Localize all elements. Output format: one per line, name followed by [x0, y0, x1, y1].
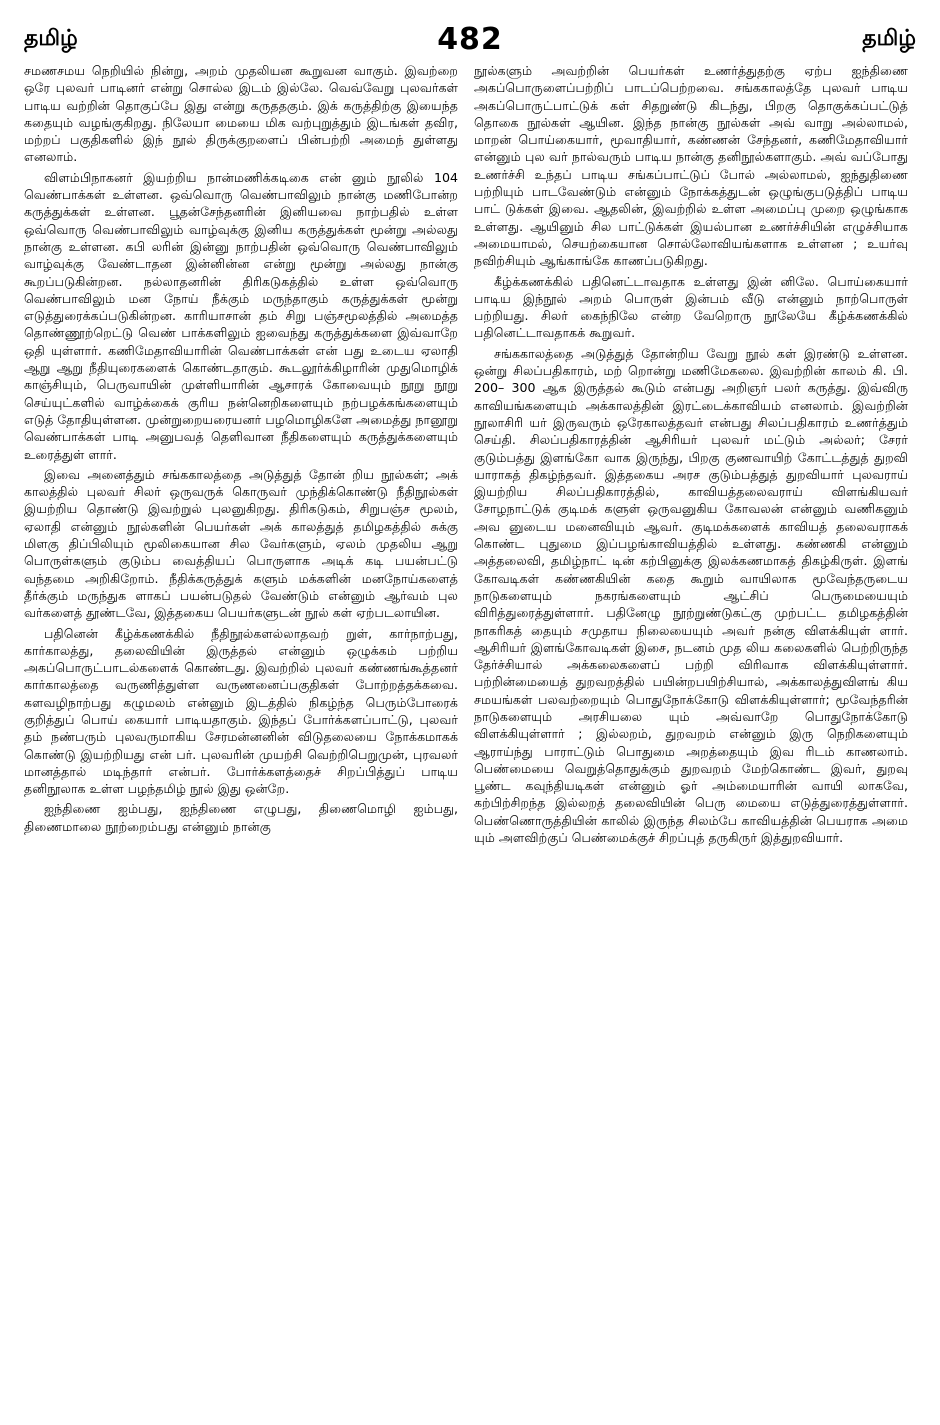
- running-head-right: தமிழ்: [862, 26, 916, 51]
- paragraph: நூல்களும் அவற்றின் பெயர்கள் உணர்த்துதற்கு ஏற்ப ஐந்திணை அகப்பொருளைப்பற்றிப் பாடப்பெற்றவை. சங்ககாலத்தே புலவர் பாடிய அகப்பொருட்பாட்டுக் கள் சிதறுண்டு கிடந்து, பிறகு தொகுக்கப்பட்டுத் தொகை நூல்கள் ஆயின. இந்த நான்கு நூல்கள் அவ் வாறு அல்லாமல், மாறன் பொய்கையார், மூவாதியார், கண்ணன் சேந்தனர், கணிமேதாவியார் என்னும் புல வர் நால்வரும் பாடிய நான்கு தனிநூல்களாகும். அவ் வப்போது உணர்ச்சி உந்தப் பாடிய சங்கப்பாட்டுப் போல் அல்லாமல், ஐந்துதிணை பற்றியும் பாடவேண்டும் என்னும் நோக்கத்துடன் ஒழுங்குபடுத்திப் பாடிய பாட் டுக்கள் இவை. ஆதலின், இவற்றில் உள்ள அமைப்பு முறை ஒழுங்காக உள்ளது. ஆயினும் சில பாட்டுக்கள் இயல்பான உணர்ச்சியின் எழுச்சியாக அமையாமல், செயற்கையான சொல்லோவியங்களாக உள்ளன ; உயர்வு நவிற்சியும் ஆங்காங்கே காணப்படுகிறது.: [474, 63, 908, 269]
- paragraph: ஐந்திணை ஐம்பது, ஐந்திணை எழுபது, திணைமொழி ஐம்பது, திணைமாலை நூற்றைம்பது என்னும் நான்கு: [24, 801, 458, 834]
- paragraph: சங்ககாலத்தை அடுத்துத் தோன்றிய வேறு நூல் கள் இரண்டு உள்ளன. ஒன்று சிலப்பதிகாரம், மற் றொன்று மணிமேகலை. இவற்றின் காலம் கி. பி. 200– 300 ஆக இருத்தல் கூடும் என்பது அறிஞர் பலர் கருத்து. இவ்விரு காவியங்களையும் அக்காலத்தின் இரட்டைக்காவியம் எனலாம். இவற்றின் நூலாசிரி யர் இருவரும் ஒரேகாலத்தவர் என்பது சிலப்பதிகாரம் உணர்த்தும் செய்தி. சிலப்பதிகாரத்தின் ஆசிரியர் புலவர் மட்டும் அல்லர்; சேரர் குடும்பத்து இளங்கோ வாக இருந்து, பிறகு குணவாயிற் கோட்டத்துத் துறவி யாராகத் திகழ்ந்தவர். இத்தகைய அரச குடும்பத்துத் துறவியார் புலவராய் இயற்றிய சிலப்பதிகாரத்தில், காவியத்தலைவராய் விளங்கியவர் சோழநாட்டுக் குடிமக் களுள் ஒருவனுகிய கோவலன் என்னும் வணிகனும் அவ னுடைய மனைவியும் ஆவர். குடிமக்களைக் காவியத் தலைவராகக் கொண்ட புதுமை இப்பழங்காவியத்தில் உள்ளது. கண்ணகி என்னும் அத்தலைவி, தமிழ்நாட் டின் கற்பினுக்கு இலக்கணமாகத் திகழ்கிருள். இளங் கோவடிகள் கண்ணகியின் கதை கூறும் வாயிலாக மூவேந்தருடைய நாடுகளையும் நகரங்களையும் ஆட்சிப் பெருமையையும் விரித்துரைத்துள்ளார். பதினேழு நூற்றுண்டுகட்கு முற்பட்ட தமிழகத்தின் நாகரிகத் தையும் சமுதாய நிலையையும் அவர் நன்கு விளக்கியுள் ளார். ஆசிரியர் இளங்கோவடிகள் இசை, நடனம் முத லிய கலைகளில் பெற்றிருந்த தேர்ச்சியால் அக்கலைகளைப் பற்றி விரிவாக விளக்கியுள்ளார். பற்றின்மையைத் துறவறத்தில் பயின்றபயிற்சியால், அக்காலத்துவிளங் கிய சமயங்கள் பலவற்றையும் பொதுநோக்கோடு விளக்கியுள்ளார்; மூவேந்தரின் நாடுகளையும் அரசியலை யும் அவ்வாறே பொதுநோக்கோடு விளக்கியுள்ளார் ; இல்லறம், துறவறம் என்னும் இரு நெறிகளையும் ஆராய்ந்து பாராட்டும் பொதுமை அறத்தையும் இவ ரிடம் காணலாம். பெண்மையை வெறுத்தொதுக்கும் துறவறம் மேற்கொண்ட இவர், துறவு பூண்ட கவுந்தியடிகள் என்னும் ஓர் அம்மையாரின் வாயி லாகவே, கற்பிற்சிறந்த இல்லறத் தலைவியின் பெரு மையை எடுத்துரைத்துள்ளார். பெண்ணொருத்தியின் காலில் இருந்த சிலம்பே காவியத்தின் பெயராக அமை யும் அளவிற்குப் பெண்மைக்குச் சிறப்புத் தருகிருர் இத்துறவியார்.: [474, 345, 908, 846]
- paragraph: இவை அனைத்தும் சங்ககாலத்தை அடுத்துத் தோன் றிய நூல்கள்; அக் காலத்தில் புலவர் சிலர் ஒருவருக் கொருவர் முந்திக்கொண்டு நீதிநூல்கள் இயற்றிய தொண்டு இவற்றுல் புலனுகிறது. திரிகடுகம், சிறுபஞ்ச மூலம், ஏலாதி என்னும் நூல்களின் பெயர்கள் அக் காலத்துத் தமிழகத்தில் சுக்கு மிளகு திப்பிலியும் மூலிகையான சில வேர்களும், ஏலம் முதலிய ஆறு பொருள்களும் குடும்ப வைத்தியப் பொருளாக அடிக் கடி பயன்பட்டு வந்தமை அறிகிறோம். நீதிக்கருத்துக் களும் மக்களின் மனநோய்களைத் தீர்க்கும் மருந்துக ளாகப் பயன்படுதல் வேண்டும் என்னும் ஆர்வம் புல வர்களைத் தூண்டவே, இத்தகைய பெயர்களுடன் நூல் கள் ஏற்படலாயின.: [24, 466, 458, 621]
- page-number: 482: [437, 22, 503, 57]
- paragraph: கீழ்க்கணக்கில் பதினெட்டாவதாக உள்ளது இன் னிலே. பொய்கையார் பாடிய இந்நூல் அறம் பொருள் இன்பம் வீடு என்னும் நாற்பொருள் பற்றியது. சிலர் கைந்நிலே என்ற வேறொரு நூலேயே கீழ்க்கணக்கில் பதினெட்டாவதாகக் கூறுவர்.: [474, 273, 908, 341]
- paragraph: சமணசமய நெறியில் நின்று, அறம் முதலியன கூறுவன வாகும். இவற்றை ஒரே புலவர் பாடினர் என்று சொல்ல இடம் இல்லே. வெவ்வேறு புலவர்கள் பாடிய வற்றின் தொகுப்பே இது என்று கருததகும். இக் கருத்திற்கு இயைந்த கதையும் வழங்குகிறது. நிலேயா மையை மிக வற்புறுத்தும் இடங்கள் தவிர, மற்றப் பகுதிகளில் இந் நூல் திருக்குறளைப் பின்பற்றி அமைந் துள்ளது எனலாம்.: [24, 63, 458, 165]
- left-column: [24, 62, 458, 1407]
- page-header: [24, 22, 916, 62]
- right-column: [474, 62, 908, 1407]
- paragraph: பதினென் கீழ்க்கணக்கில் நீதிநூல்களல்லாதவற் றுள், கார்நாற்பது, கார்காலத்து, தலைவியின் இருத்தல் என்னும் ஒழுக்கம் பற்றிய அகப்பொருட்பாடல்களைக் கொண்டது. இவற்றில் புலவர் கண்ணங்கூத்தனர் கார்காலத்தை வருணித்துள்ள வருணனைப்பகுதிகள் போற்றத்தக்கவை. களவழிநாற்பது கழுமலம் என்னும் இடத்தில் நிகழ்ந்த பெரும்போரைக் குறித்துப் பொய் கையார் பாடியதாகும். இந்தப் போர்க்களப்பாட்டு, புலவர் தம் நண்பரும் புலவருமாகிய சேரமன்னனின் விடுதலையை நோக்கமாகக் கொண்டு இயற்றியது என் பர். புலவரின் முயற்சி வெற்றிபெறுமுன், புரவலர் மானத்தால் மடிந்தார் என்பர். போர்க்களத்தைச் சிறப்பித்துப் பாடிய தனிநூலாக உள்ள பழந்தமிழ் நூல் இது ஒன்றே.: [24, 625, 458, 797]
- running-head-left: தமிழ்: [24, 26, 78, 51]
- paragraph: விளம்பிநாகனர் இயற்றிய நான்மணிக்கடிகை என் னும் நூலில் 104 வெண்பாக்கள் உள்ளன. ஒவ்வொரு வெண்பாவிலும் நான்கு மணிபோன்ற கருத்துக்கள் உள்ளன. பூதன்சேந்தனரின் இனியவை நாற்பதில் உள்ள ஒவ்வொரு வெண்பாவிலும் வாழ்வுக்கு இனிய கருத்துக்கள் மூன்று அல்லது நான்கு உள்ளன. கபி லரின் இன்னு நாற்பதின் ஒவ்வொரு வெண்பாவிலும் வாழ்வுக்கு வேண்டாதன இன்னின்ன என்று மூன்று அல்லது நான்கு கூறப்படுகின்றன. நல்லாதனரின் திரிகடுகத்தில் உள்ள ஒவ்வொரு வெண்பாவிலும் மன நோய் நீக்கும் மருந்தாகும் கருத்துக்கள் மூன்று எடுத்துரைக்கப்படுகின்றன. காரியாசான் தம் சிறு பஞ்சமூலத்தில் அமைத்த தொண்ணூற்றெட்டு வெண் பாக்களிலும் ஐவைந்து கருத்துக்களை இவ்வாறே ஒதி யுள்ளார். கணிமேதாவியாரின் வெண்பாக்கள் என் பது உடைய ஏலாதி ஆறு ஆறு நீதியுரைகளைக் கொண்டதாகும். கூடலூர்க்கிழாரின் முதுமொழிக் காஞ்சியும், பெருவாயின் முள்ளியாரின் ஆசாரக் கோவையும் நூறு நூறு செய்யுட்களில் வாழ்க்கைக் குரிய நன்னெறிகளையும் நற்பழக்கங்களையும் எடுத் தோதியுள்ளன. முன்றுறையரையனர் பழமொழிகளே அமைத்து நானூறு வெண்பாக்கள் பாடி அனுபவத் தெளிவான நீதிகளையும் கருத்துக்களையும் உரைத்துள் ளார்.: [24, 169, 458, 462]
